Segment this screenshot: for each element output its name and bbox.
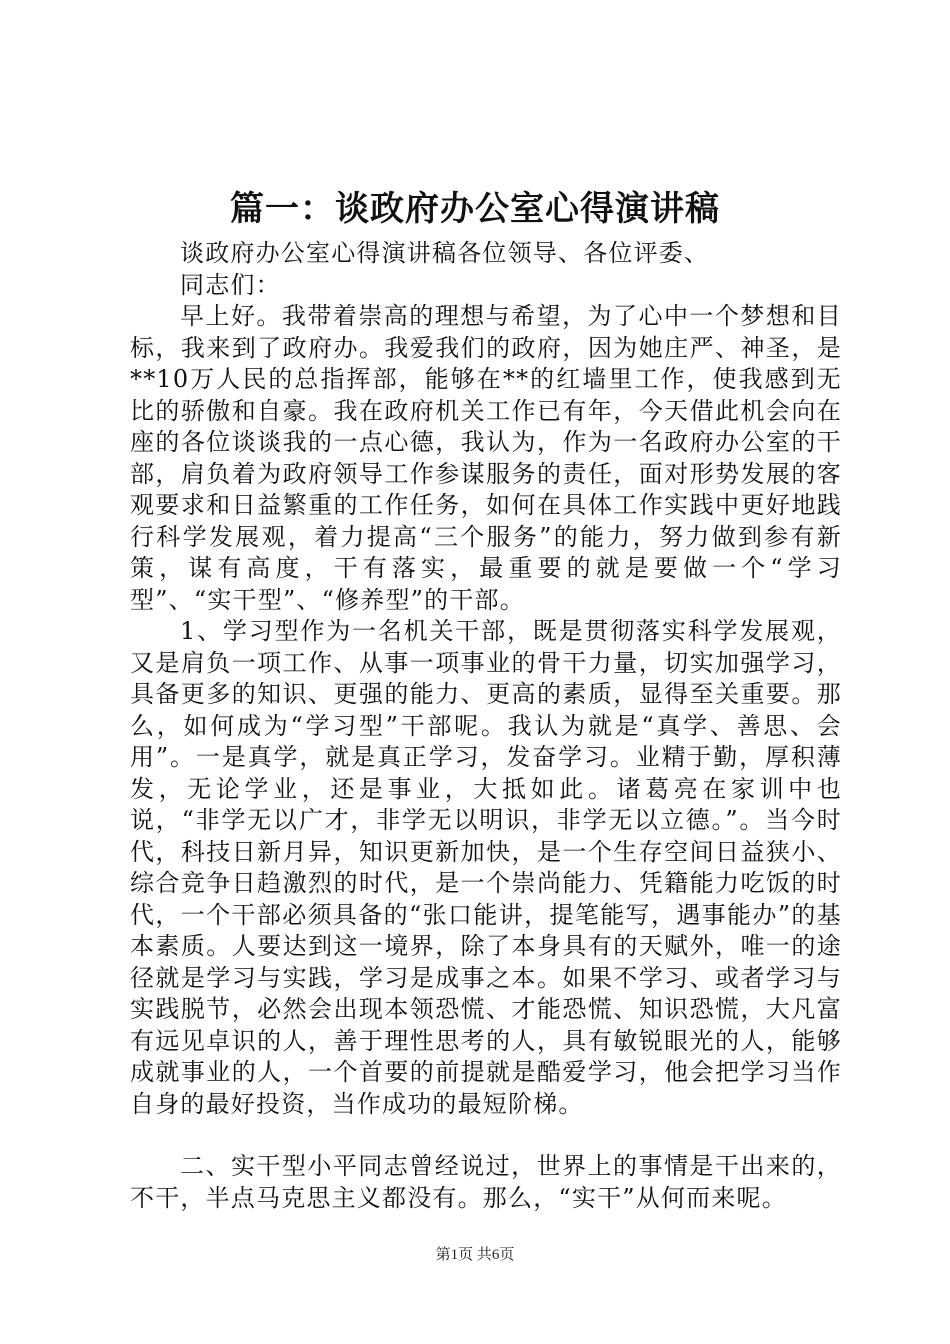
document-title: 篇一：谈政府办公室心得演讲稿 (230, 189, 720, 229)
intro-paragraph: 早上好。我带着崇高的理想与希望，为了心中一个梦想和目标，我来到了政府办。我爱我们的政府，因为她庄严、神圣，是**10万人民的总指挥部，能够在**的红墙里工作，使我感到无比的骄傲和自豪。我在政府机关工作已有年，今天借此机会向在座的各位谈谈我的一点心德，我认为，作为一名政府办公室的干部，肩负着为政府领导工作参谋服务的责任，面对形势发展的客观要求和日益繁重的工作任务，如何在具体工作实践中更好地践行科学发展观，着力提高“三个服务”的能力，努力做到参有新策，谋有高度，干有落实，最重要的就是要做一个“学习型”、“实干型”、“修养型”的干部。 (130, 302, 842, 614)
section-learning-paragraph: 1、学习型作为一名机关干部，既是贯彻落实科学发展观，又是肩负一项工作、从事一项事业的骨干力量，切实加强学习，具备更多的知识、更强的能力、更高的素质，显得至关重要。那么，如何成为“学习型”干部呢。我认为就是“真学、善思、会用”。一是真学，就是真正学习，发奋学习。业精于勤，厚积薄发，无论学业，还是事业，大抵如此。诸葛亮在家训中也说，“非学无以广才，非学无以明识，非学无以立德。”。当今时代，科技日新月异，知识更新加快，是一个生存空间日益狭小、综合竞争日趋激烈的时代，是一个崇尚能力、凭籍能力吃饭的时代，一个干部必须具备的“张口能讲，提笔能写，遇事能办”的基本素质。人要达到这一境界，除了本身具有的天赋外，唯一的途径就是学习与实践，学习是成事之本。如果不学习、或者学习与实践脱节，必然会出现本领恐慌、才能恐慌、知识恐慌，大凡富有远见卓识的人，善于理性思考的人，具有敏锐眼光的人，能够成就事业的人，一个首要的前提就是酷爱学习，他会把学习当作自身的最好投资，当作成功的最短阶梯。 (130, 617, 842, 1118)
salutation-paragraph: 谈政府办公室心得演讲稿各位领导、各位评委、 (180, 239, 710, 267)
section-practical-paragraph: 二、实干型小平同志曾经说过，世界上的事情是干出来的，不干，半点马克思主义都没有。那么，“实干”从何而来呢。 (130, 1152, 842, 1212)
page-number-footer: 第1页 共6页 (435, 1247, 515, 1263)
paragraph-gap (130, 1120, 842, 1151)
document-body (130, 238, 842, 1214)
salutation-line: 同志们： (180, 270, 281, 299)
